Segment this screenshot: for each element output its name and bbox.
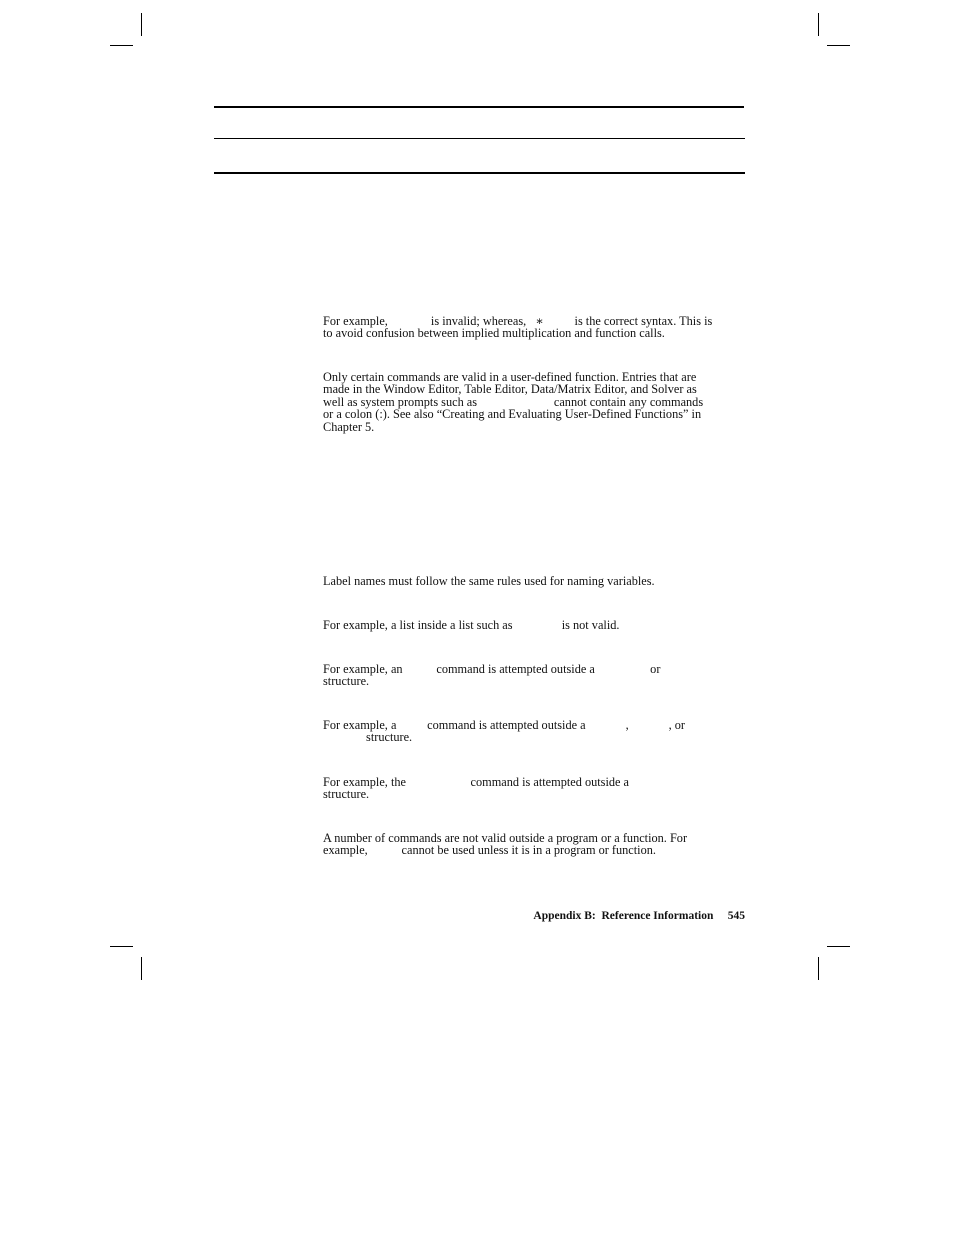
crop-mark-top-left-vertical — [141, 13, 142, 36]
paragraph-outside-structure-3 — [323, 776, 748, 801]
paragraph-line: For example, an command is attempted outside a or — [323, 662, 661, 676]
page-footer: Appendix B: Reference Information 545 — [533, 910, 745, 922]
crop-mark-top-right-vertical — [818, 13, 819, 36]
crop-mark-bottom-left-horizontal — [110, 946, 133, 947]
paragraph-line: or a colon (:). See also “Creating and Evaluating User-Defined Functions” in — [323, 407, 702, 422]
paragraph-line: For example, is invalid; whereas, ∗ is the correct syntax. This is — [323, 314, 713, 328]
paragraph-line: A number of commands are not valid outside a program or a function. For — [323, 831, 688, 845]
paragraph-outside-structure-2 — [323, 719, 748, 744]
paragraph-user-defined-function — [323, 371, 748, 433]
header-rule-bottom — [214, 172, 745, 174]
crop-mark-top-left-horizontal — [110, 45, 133, 46]
paragraph-line: example, cannot be used unless it is in a program or function. — [323, 843, 656, 858]
header-rule-top — [214, 106, 744, 108]
crop-mark-top-right-horizontal — [827, 45, 850, 46]
paragraph-line: For example, a command is attempted outside a , , or — [323, 718, 686, 732]
paragraph-line: For example, the command is attempted outside a — [323, 775, 629, 789]
paragraph-line: For example, a list inside a list such as is not valid. — [323, 618, 620, 632]
paragraph-line: made in the Window Editor, Table Editor, Data/Matrix Editor, and Solver as — [323, 382, 697, 397]
header-rule-middle — [214, 138, 745, 139]
crop-mark-bottom-right-vertical — [818, 957, 819, 980]
crop-mark-bottom-right-horizontal — [827, 946, 850, 947]
paragraph-line: structure. — [323, 730, 413, 745]
paragraph-line: structure. — [323, 787, 370, 802]
paragraph-line: structure. — [323, 674, 370, 689]
paragraph-line: well as system prompts such as cannot contain any commands — [323, 394, 704, 409]
crop-mark-bottom-left-vertical — [141, 957, 142, 980]
paragraph-implied-multiplication — [323, 315, 748, 340]
paragraph-line: Only certain commands are valid in a user-defined function. Entries that are — [323, 370, 697, 384]
paragraph-line: Chapter 5. — [323, 419, 375, 434]
paragraph-line: to avoid confusion between implied multiplication and function calls. — [323, 326, 665, 341]
paragraph-outside-structure-1 — [323, 663, 748, 688]
paragraph-outside-program — [323, 832, 748, 857]
paragraph-label-names — [323, 575, 748, 587]
paragraph-line: Label names must follow the same rules used for naming variables. — [323, 574, 655, 588]
paragraph-list-in-list — [323, 619, 748, 631]
